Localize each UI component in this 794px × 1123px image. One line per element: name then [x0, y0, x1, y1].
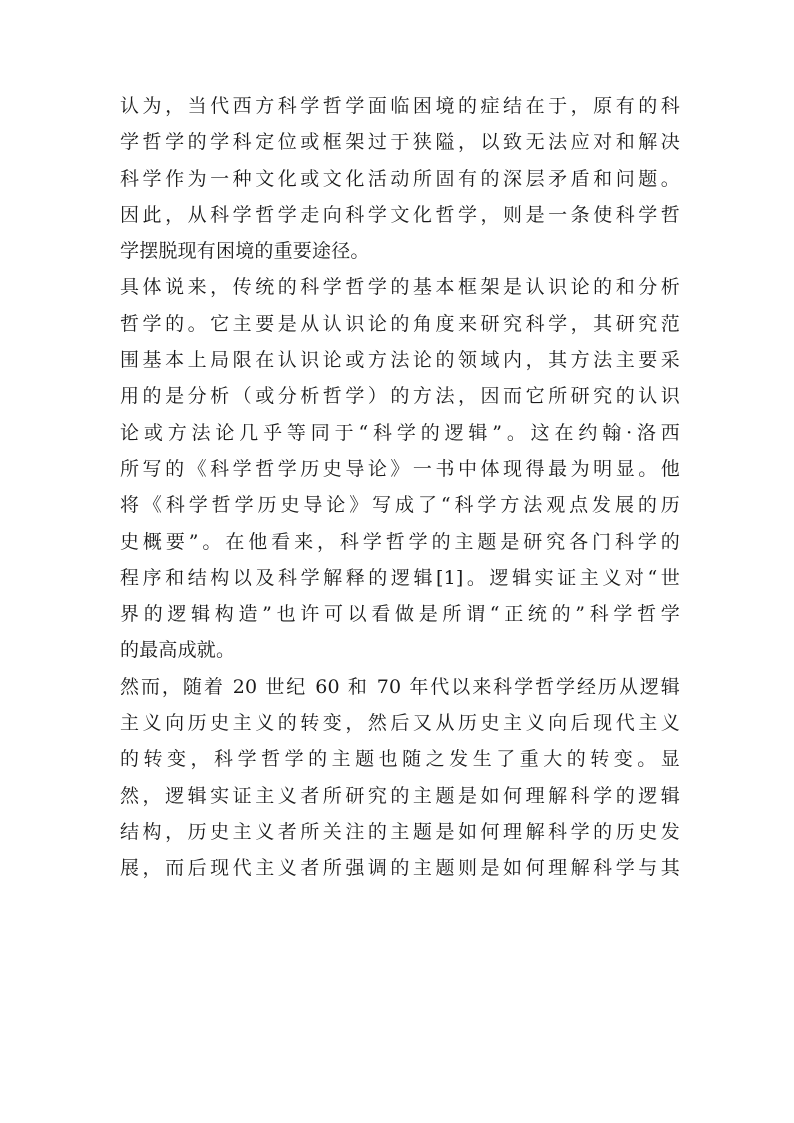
text-line: 然而，随着 20 世纪 60 和 70 年代以来科学哲学经历从逻辑	[120, 675, 680, 698]
text-line: 哲学的。它主要是从认识论的角度来研究科学，其研究范	[120, 312, 680, 335]
text-line: 主义向历史主义的转变，然后又从历史主义向后现代主义	[120, 712, 680, 735]
text-line: 用的是分析（或分析哲学）的方法，因而它所研究的认识	[120, 385, 680, 408]
text-line: 的转变，科学哲学的主题也随之发生了重大的转变。显	[120, 748, 680, 771]
text-line: 然，逻辑实证主义者所研究的主题是如何理解科学的逻辑	[120, 784, 680, 807]
text-line: 围基本上局限在认识论或方法论的领域内，其方法主要采	[120, 349, 680, 372]
text-line: 因此，从科学哲学走向科学文化哲学，则是一条使科学哲	[120, 203, 680, 226]
paragraph-1	[120, 88, 680, 269]
text-line: 认为，当代西方科学哲学面临困境的症结在于，原有的科	[120, 95, 680, 117]
text-line: 结构，历史主义者所关注的主题是如何理解科学的历史发	[120, 820, 680, 843]
text-line: 科学作为一种文化或文化活动所固有的深层矛盾和问题。	[120, 167, 680, 190]
text-line: 学哲学的学科定位或框架过于狭隘，以致无法应对和解决	[120, 131, 680, 154]
text-line: 展，而后现代主义者所强调的主题则是如何理解科学与其	[120, 857, 680, 880]
text-line: 史概要”。在他看来，科学哲学的主题是研究各门科学的	[120, 530, 680, 553]
paragraph-3	[120, 669, 680, 887]
text-line: 所写的《科学哲学历史导论》一书中体现得最为明显。他	[120, 457, 680, 480]
text-line: 的最高成就。	[120, 639, 236, 662]
text-line: 程序和结构以及科学解释的逻辑[1]。逻辑实证主义对“世	[120, 566, 680, 589]
body-text	[120, 88, 680, 887]
text-line: 论或方法论几乎等同于“科学的逻辑”。这在约翰·洛西	[120, 421, 680, 444]
text-line: 具体说来，传统的科学哲学的基本框架是认识论的和分析	[120, 276, 680, 299]
text-line: 学摆脱现有困境的重要途径。	[120, 240, 370, 263]
paragraph-2	[120, 269, 680, 668]
text-line: 将《科学哲学历史导论》写成了“科学方法观点发展的历	[120, 494, 680, 517]
text-line: 界的逻辑构造”也许可以看做是所谓“正统的”科学哲学	[120, 603, 680, 626]
